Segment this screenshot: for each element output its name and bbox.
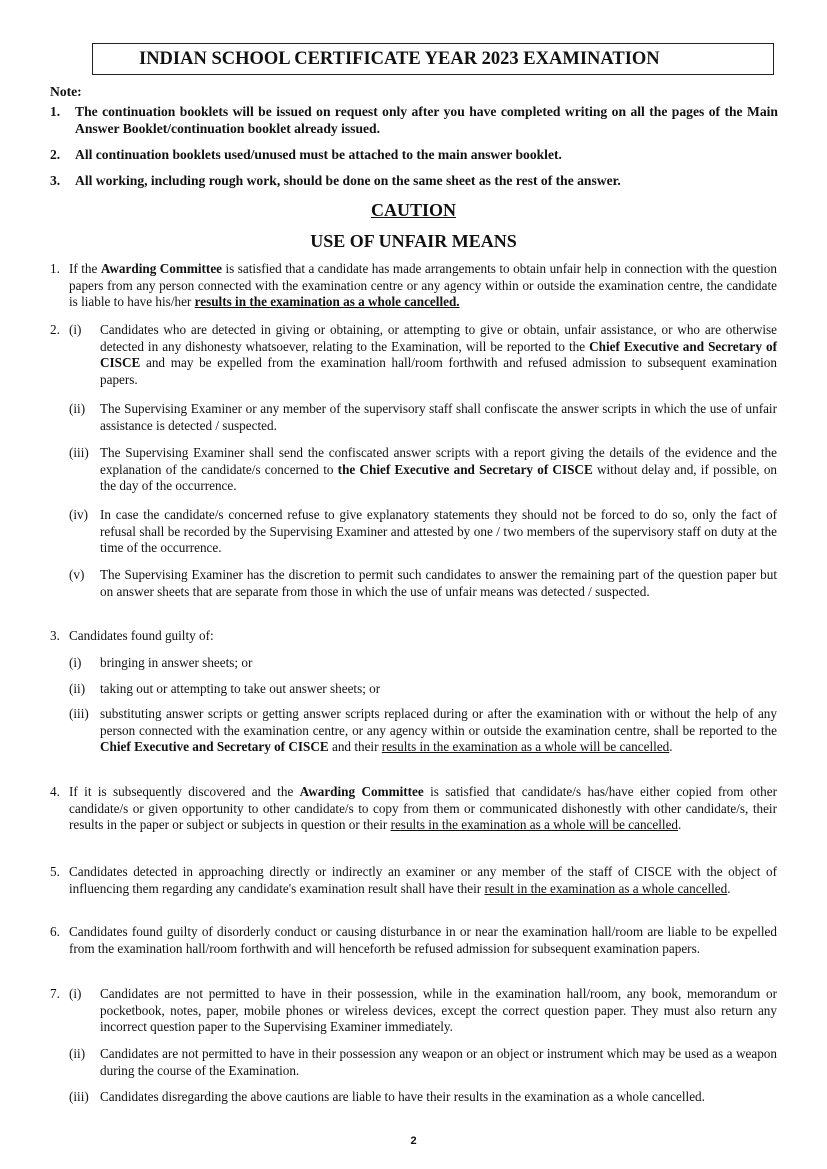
rule-number: 3.: [50, 628, 60, 643]
note-number: 3.: [50, 173, 61, 188]
sub-number: (iii): [69, 1089, 89, 1104]
rule-text: The Supervising Examiner or any member of the supervisory staff shall confiscate the answer scripts in which the use of unfair assistance is detected / suspected.: [100, 401, 777, 433]
caution-heading: CAUTION: [370, 200, 456, 220]
rule-3-iii: [50, 706, 777, 756]
rule-6: [50, 924, 777, 957]
rule-2-i: [50, 322, 777, 388]
rule-3-ii: [50, 681, 777, 698]
rule-2-v: [50, 567, 777, 600]
rule-text: substituting answer scripts or getting answer scripts replaced during or after the examination with or without the help of any person connected with the examination centre, or any agency within or outside the examination centre, shall be reported to the Chief Executive and Secretary of CISCE and their results in the examination as a whole will be cancelled.: [100, 706, 777, 755]
rule-7-i: [50, 986, 777, 1036]
rule-text: Candidates who are detected in giving or obtaining, or attempting to give or obtain, unfair assistance, or who are otherwise detected in any dishonesty whatsoever, relating to the Examination, will be reported to the Chief Executive and Secretary of CISCE and may be expelled from the examination hall/room forthwith and refused admission to subsequent examination papers.: [100, 322, 777, 387]
rule-number: 4.: [50, 784, 60, 799]
rule-text: If the Awarding Committee is satisfied that a candidate has made arrangements to obtain unfair help in connection with the question papers from any person connected with the examination centre or any agency within or outside the examination centre, the candidate is liable to have his/her results in the examination as a whole cancelled.: [69, 261, 777, 310]
rule-text: Candidates are not permitted to have in their possession, while in the examination hall/room, any book, memorandum or pocketbook, notes, paper, mobile phones or wireless devices, except the correct question paper. They must also return any incorrect question paper to the Supervising Examiner immediately.: [100, 986, 777, 1035]
sub-number: (iii): [69, 445, 89, 460]
rule-text: Candidates found guilty of:: [69, 628, 214, 643]
rule-text: bringing in answer sheets; or: [100, 655, 253, 670]
note-number: 2.: [50, 147, 61, 162]
caution-subheading: USE OF UNFAIR MEANS: [310, 231, 517, 251]
rule-5: [50, 864, 777, 897]
note-item-3: [50, 172, 778, 189]
rule-text: Candidates detected in approaching directly or indirectly an examiner or any member of the staff of CISCE with the object of influencing them regarding any candidate's examination result shall have their result in the examination as a whole cancelled.: [69, 864, 777, 896]
sub-number: (ii): [69, 681, 86, 696]
note-text: All continuation booklets used/unused must be attached to the main answer booklet.: [75, 147, 562, 162]
note-item-1: [50, 103, 778, 137]
rule-2-iv: [50, 507, 777, 557]
sub-number: (i): [69, 986, 82, 1001]
rule-7-ii: [50, 1046, 777, 1079]
rule-number: 1.: [50, 261, 60, 276]
rule-2-iii: [50, 445, 777, 495]
sub-number: (i): [69, 655, 82, 670]
note-text: The continuation booklets will be issued on request only after you have completed writing on all the pages of the Main Answer Booklet/continuation booklet already issued.: [75, 104, 778, 136]
rule-4: [50, 784, 777, 834]
page-title: INDIAN SCHOOL CERTIFICATE YEAR 2023 EXAMINATION: [139, 49, 660, 69]
sub-number: (i): [69, 322, 82, 337]
rule-3: [50, 628, 777, 645]
sub-number: (iv): [69, 507, 89, 522]
rule-text: Candidates are not permitted to have in their possession any weapon or an object or instrument which may be used as a weapon during the course of the Examination.: [100, 1046, 777, 1078]
rule-text: The Supervising Examiner shall send the confiscated answer scripts with a report giving the details of the evidence and the explanation of the candidate/s concerned to the Chief Executive and Secretary of CISCE without delay and, if possible, on the day of the occurrence.: [100, 445, 778, 494]
rule-number: 7.: [50, 986, 60, 1001]
rule-3-i: [50, 655, 777, 672]
rule-number: 2.: [50, 322, 60, 337]
sub-number: (ii): [69, 401, 86, 416]
note-text: All working, including rough work, should be done on the same sheet as the rest of the answer.: [75, 173, 621, 188]
title-box: [92, 43, 774, 75]
rule-number: 5.: [50, 864, 60, 879]
rule-number: 6.: [50, 924, 60, 939]
note-number: 1.: [50, 104, 61, 119]
rule-text: In case the candidate/s concerned refuse to give explanatory statements they should not be forced to do so, only the fact of refusal shall be recorded by the Supervising Examiner and attested by one / two members of the supervisory staff on duty at the time of the occurrence.: [100, 507, 777, 556]
rule-text: Candidates disregarding the above cautions are liable to have their results in the examination as a whole cancelled.: [100, 1089, 705, 1104]
rule-text: If it is subsequently discovered and the Awarding Committee is satisfied that candidate/s has/have either copied from other candidate/s or given opportunity to other candidate/s to copy from them or communicated dishonestly with other candidate/s, their results in the paper or subject or subjects in question or their results in the examination as a whole will be cancelled.: [69, 784, 777, 833]
page-number: 2: [410, 1135, 417, 1147]
rule-text: The Supervising Examiner has the discretion to permit such candidates to answer the remaining part of the question paper but on answer sheets that are separate from those in which the use of unfair means was detected / suspected.: [100, 567, 777, 599]
rule-7-iii: [50, 1089, 777, 1106]
rule-2-ii: [50, 401, 777, 434]
note-label: Note:: [50, 84, 82, 99]
note-item-2: [50, 146, 778, 163]
rule-text: taking out or attempting to take out answer sheets; or: [100, 681, 381, 696]
sub-number: (iii): [69, 706, 89, 721]
rule-1: [50, 261, 777, 311]
rule-text: Candidates found guilty of disorderly conduct or causing disturbance in or near the examination hall/room are liable to be expelled from the examination hall/room forthwith and will henceforth be refused admission for subsequent examination papers.: [69, 924, 777, 956]
sub-number: (ii): [69, 1046, 86, 1061]
sub-number: (v): [69, 567, 85, 582]
